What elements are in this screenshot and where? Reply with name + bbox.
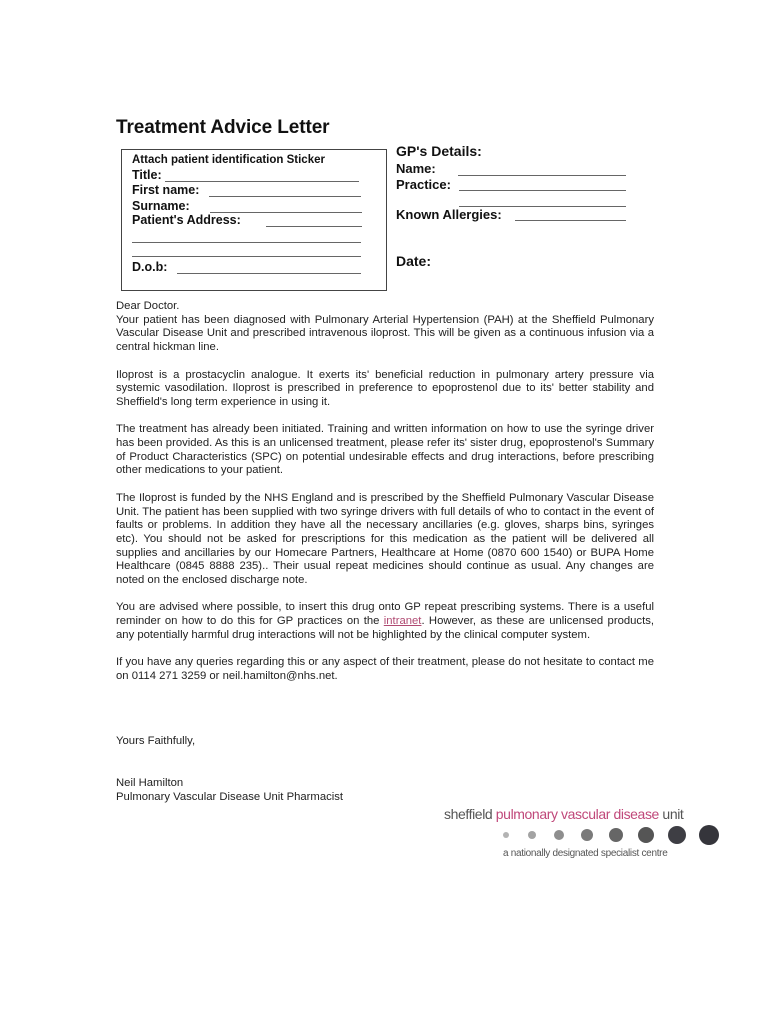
- logo-dot-icon: [699, 825, 719, 845]
- logo-word-accent: pulmonary vascular disease: [495, 806, 659, 822]
- gp-name-field[interactable]: [458, 175, 626, 176]
- logo-word-sheffield: sheffield: [444, 806, 496, 822]
- logo-wordmark: [444, 806, 683, 822]
- logo-word-unit: unit: [658, 806, 684, 822]
- logo-dot-icon: [668, 826, 686, 844]
- paragraph-diagnosis: Your patient has been diagnosed with Pulmonary Arterial Hypertension (PAH) at the Sheffield Pulmonary Vascular Disease Unit and prescribed intravenous iloprost. This will be given as a continuous infusion via a central hickman line.: [116, 313, 654, 354]
- logo-dots-icon: [503, 825, 719, 845]
- sheffield-pvdu-logo: [443, 806, 723, 866]
- logo-dot-icon: [554, 830, 564, 840]
- paragraph-repeat-text-1: You are advised where possible, to insert this drug onto GP repeat prescribing systems. There is a useful reminder on how to do this for GP practices on the: [116, 601, 654, 628]
- patient-identification-box: [121, 149, 387, 291]
- logo-dot-icon: [581, 829, 593, 841]
- gp-practice-field-line-1[interactable]: [459, 190, 626, 191]
- signatory-name: Neil Hamilton: [116, 777, 184, 789]
- address-field-line-2[interactable]: [132, 242, 361, 243]
- signoff: Yours Faithfully,: [116, 735, 196, 747]
- sticker-label: Attach patient identification Sticker: [132, 154, 325, 166]
- logo-dot-icon: [528, 831, 536, 839]
- gp-name-label: Name:: [396, 161, 436, 176]
- signature-block: [116, 776, 343, 804]
- paragraph-treatment-initiated: The treatment has already been initiated. Training and written information on how to use the syringe driver has been provided. As this is an unlicensed treatment, please refer its' sister drug, epoprostenol's Summary of Product Characteristics (SPC) on potential undesirable effects and drug interactions, before prescribing other medications to your patient.: [116, 423, 654, 477]
- greeting: Dear Doctor.: [116, 300, 180, 312]
- page-title: Treatment Advice Letter: [116, 117, 330, 138]
- known-allergies-field[interactable]: [515, 220, 626, 221]
- paragraph-funding: The Iloprost is funded by the NHS England and is prescribed by the Sheffield Pulmonary Vascular Disease Unit. The patient has been supplied with two syringe drivers with full details of who to contact in the event of faults or problems. In addition they have all the necessary ancillaries (e.g. gloves, sharps bins, syringes etc). You should not be asked for prescriptions for this medication as the patient will be delivered all supplies and ancillaries by our Homecare Partners, Healthcare at Home (0870 600 1540) or BUPA Home Healthcare (0845 8888 235).. Their usual repeat medicines should continue as usual. Any changes are noted on the enclosed discharge note.: [116, 491, 654, 587]
- signatory-role: Pulmonary Vascular Disease Unit Pharmacist: [116, 791, 344, 803]
- address-field-line-3[interactable]: [132, 256, 361, 257]
- address-field-line-1[interactable]: [266, 226, 362, 227]
- intranet-link[interactable]: intranet: [383, 615, 422, 628]
- gp-details-heading: GP's Details:: [396, 143, 482, 159]
- surname-label: Surname:: [132, 199, 190, 213]
- date-label: Date:: [396, 253, 432, 269]
- title-field[interactable]: [165, 181, 359, 182]
- logo-dot-icon: [503, 832, 509, 838]
- logo-dot-icon: [609, 828, 623, 842]
- paragraph-repeat-text-2: . However, as these are unlicensed products, any potentially harmful drug interactions will not be highlighted by the clinical computer system.: [116, 615, 654, 641]
- dob-label: D.o.b:: [132, 260, 168, 274]
- logo-dot-icon: [638, 827, 654, 843]
- paragraph-contact: If you have any queries regarding this or any aspect of their treatment, please do not hesitate to contact me on 0114 271 3259 or neil.hamilton@nhs.net.: [116, 656, 654, 682]
- known-allergies-label: Known Allergies:: [396, 207, 502, 222]
- address-label: Patient's Address:: [132, 213, 241, 227]
- title-label: Title:: [132, 168, 162, 182]
- first-name-field[interactable]: [209, 196, 361, 197]
- logo-tagline: a nationally designated specialist centre: [503, 848, 668, 859]
- gp-practice-label: Practice:: [396, 177, 451, 192]
- dob-field[interactable]: [177, 273, 361, 274]
- first-name-label: First name:: [132, 183, 200, 197]
- paragraph-repeat-prescribing: [116, 601, 654, 642]
- letter-body: [116, 300, 654, 697]
- paragraph-iloprost: Iloprost is a prostacyclin analogue. It exerts its' beneficial reduction in pulmonary artery pressure via systemic vasodilation. Iloprost is prescribed in preference to epoprostenol due to its' better stability and Sheffield's long term experience in using it.: [116, 368, 654, 408]
